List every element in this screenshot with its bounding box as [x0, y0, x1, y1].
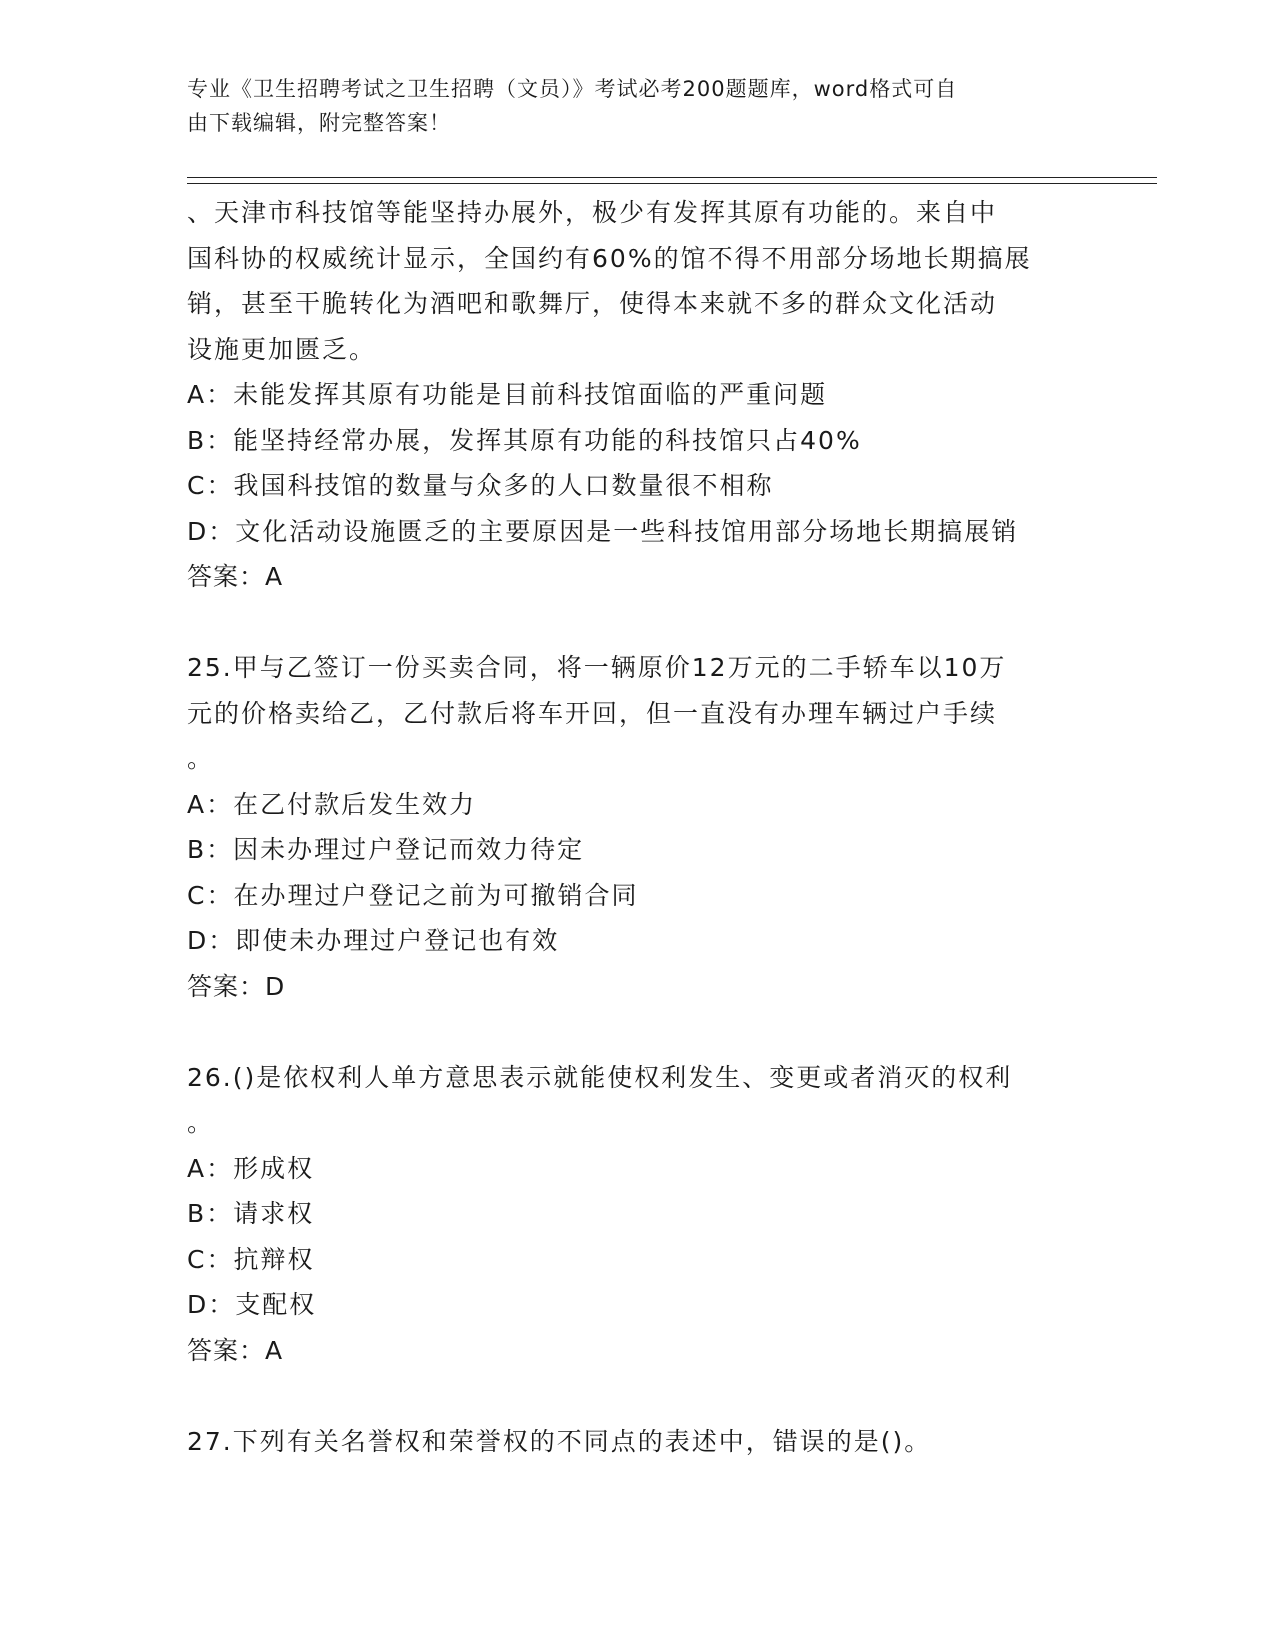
- question-text-line: 26.()是依权利人单方意思表示就能使权利发生、变更或者消灭的权利: [187, 1062, 1013, 1092]
- option-d: D：即使未办理过户登记也有效: [187, 926, 560, 955]
- option-d: D：文化活动设施匮乏的主要原因是一些科技馆用部分场地长期搞展销: [187, 516, 1019, 546]
- question-26: [187, 1055, 1087, 1374]
- question-text-line: 销，甚至干脆转化为酒吧和歌舞厅，使得本来就不多的群众文化活动: [187, 289, 998, 318]
- option-c: C：我国科技馆的数量与众多的人口数量很不相称: [187, 471, 774, 500]
- spacer: [187, 1009, 1087, 1055]
- question-25: [187, 645, 1087, 1009]
- header-rule-top: [187, 177, 1157, 178]
- header-rule-bottom: [187, 183, 1157, 184]
- question-27: [187, 1419, 1087, 1465]
- answer-label: 答案：A: [187, 1335, 284, 1365]
- option-b: B：能坚持经常办展，发挥其原有功能的科技馆只占40%: [187, 425, 862, 455]
- option-a: A：未能发挥其原有功能是目前科技馆面临的严重问题: [187, 380, 828, 409]
- question-24-continuation: [187, 190, 1087, 600]
- question-text-line: 设施更加匮乏。: [187, 334, 377, 364]
- header-line-1: 专业《卫生招聘考试之卫生招聘（文员）》考试必考200题题库，word格式可自: [187, 77, 958, 101]
- question-text-line: 。: [187, 744, 215, 773]
- option-b: B：请求权: [187, 1199, 315, 1228]
- option-d: D：支配权: [187, 1290, 317, 1319]
- option-a: A：形成权: [187, 1153, 315, 1183]
- question-text-line: 元的价格卖给乙，乙付款后将车开回，但一直没有办理车辆过户手续: [187, 698, 998, 728]
- option-c: C：抗辩权: [187, 1244, 315, 1274]
- question-text-line: 国科协的权威统计显示，全国约有60%的馆不得不用部分场地长期搞展: [187, 243, 1032, 273]
- spacer: [187, 1373, 1087, 1419]
- option-b: B：因未办理过户登记而效力待定: [187, 835, 585, 864]
- document-body: [187, 190, 1087, 1464]
- question-text-line: 。: [187, 1108, 215, 1137]
- header-line-2: 由下载编辑，附完整答案！: [187, 111, 451, 135]
- option-a: A：在乙付款后发生效力: [187, 789, 477, 819]
- question-text-line: 、天津市科技馆等能坚持办展外，极少有发挥其原有功能的。来自中: [187, 198, 998, 227]
- answer-label: 答案：D: [187, 971, 286, 1001]
- question-text-line: 25.甲与乙签订一份买卖合同，将一辆原价12万元的二手轿车以10万: [187, 653, 1007, 682]
- spacer: [187, 600, 1087, 646]
- question-text-line: 27.下列有关名誉权和荣誉权的不同点的表述中，错误的是()。: [187, 1426, 932, 1456]
- document-header: [187, 72, 1087, 140]
- option-c: C：在办理过户登记之前为可撤销合同: [187, 880, 639, 910]
- answer-label: 答案：A: [187, 562, 284, 591]
